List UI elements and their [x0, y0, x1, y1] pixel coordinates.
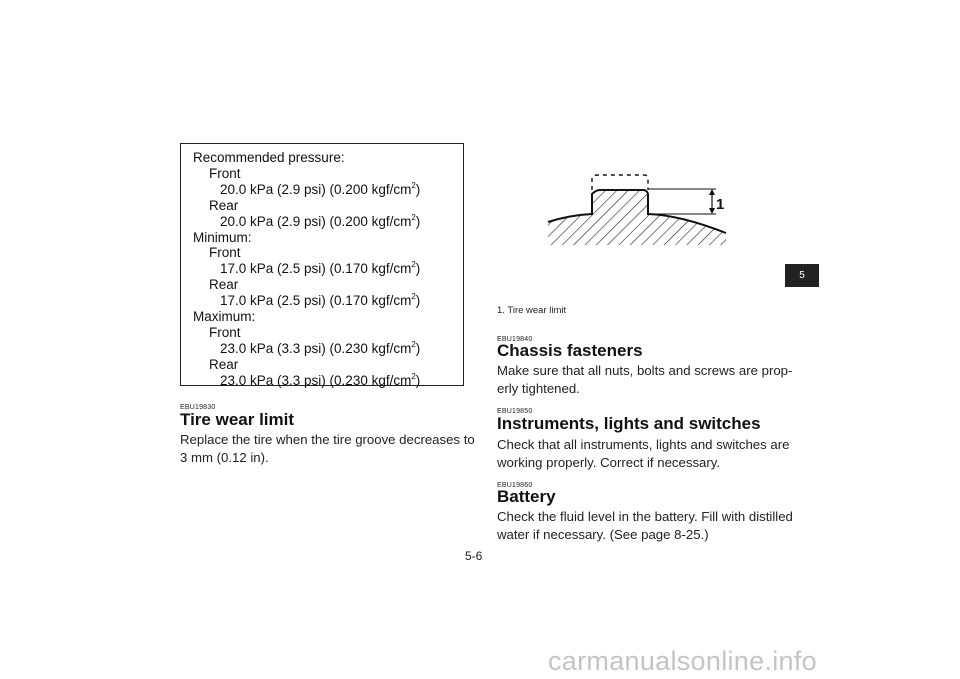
tire-wear-text: [180, 431, 475, 466]
arrow-head-down-icon: [709, 208, 715, 214]
tire-wear-figure: [540, 165, 740, 245]
chapter-tab: 5: [785, 264, 819, 287]
maximum-rear-label: Rear: [209, 356, 239, 372]
battery-text-line: water if necessary. (See page 8-25.): [497, 526, 709, 542]
recommended-label: Recommended pressure:: [193, 150, 345, 165]
minimum-rear-label: Rear: [209, 277, 239, 293]
tire-wear-code: EBU19830: [180, 404, 216, 411]
pressure-spec-box: [180, 143, 464, 386]
instruments-text-line: working properly. Correct if necessary.: [497, 454, 721, 470]
page-number: 5-6: [465, 549, 483, 563]
chassis-text-line: erly tightened.: [497, 380, 580, 396]
minimum-front-label: Front: [209, 245, 241, 261]
tire-wear-heading: Tire wear limit: [180, 410, 295, 429]
maximum-rear-value: 23.0 kPa (3.3 psi) (0.230 kgf/$cm^2$): [220, 371, 421, 388]
instruments-heading: Instruments, lights and switches: [497, 414, 761, 433]
minimum-label: Minimum:: [193, 229, 252, 245]
battery-code: EBU19860: [497, 482, 533, 489]
recommended-rear-value: 20.0 kPa (2.9 psi) (0.200 kgf/$cm^2$): [220, 212, 421, 229]
recommended-front-label: Front: [209, 165, 241, 181]
tire-wear-text-line: Replace the tire when the tire groove decreases to: [180, 432, 475, 447]
new-tread-dashed-outline: [592, 175, 648, 190]
arrow-head-up-icon: [709, 189, 715, 195]
maximum-front-label: Front: [209, 324, 241, 340]
figure-caption: 1. Tire wear limit: [497, 305, 567, 316]
maximum-label: Maximum:: [193, 309, 256, 325]
battery-text-line: Check the fluid level in the battery. Fill with distilled: [497, 509, 793, 524]
maximum-front-value: 23.0 kPa (3.3 psi) (0.230 kgf/$cm^2$): [220, 339, 421, 356]
callout-number: 1: [716, 196, 725, 213]
chassis-text-line: Make sure that all nuts, bolts and screws are prop-: [497, 363, 793, 378]
battery-heading: Battery: [497, 487, 556, 506]
minimum-front-value: 17.0 kPa (2.5 psi) (0.170 kgf/$cm^2$): [220, 260, 421, 277]
instruments-text-line: Check that all instruments, lights and switches are: [497, 437, 790, 452]
recommended-rear-label: Rear: [209, 197, 239, 213]
battery-text: [497, 508, 793, 543]
chassis-text: [497, 362, 792, 397]
chassis-heading: Chassis fasteners: [497, 341, 643, 360]
tire-wear-text-line: 3 mm (0.12 in).: [180, 449, 269, 465]
instruments-code: EBU19850: [497, 408, 533, 415]
recommended-front-value: 20.0 kPa (2.9 psi) (0.200 kgf/$cm^2$): [220, 180, 421, 197]
chassis-code: EBU19840: [497, 336, 533, 343]
instruments-text: [497, 436, 789, 471]
watermark: carmanualsonline.info: [548, 646, 817, 676]
minimum-rear-value: 17.0 kPa (2.5 psi) (0.170 kgf/$cm^2$): [220, 292, 421, 309]
